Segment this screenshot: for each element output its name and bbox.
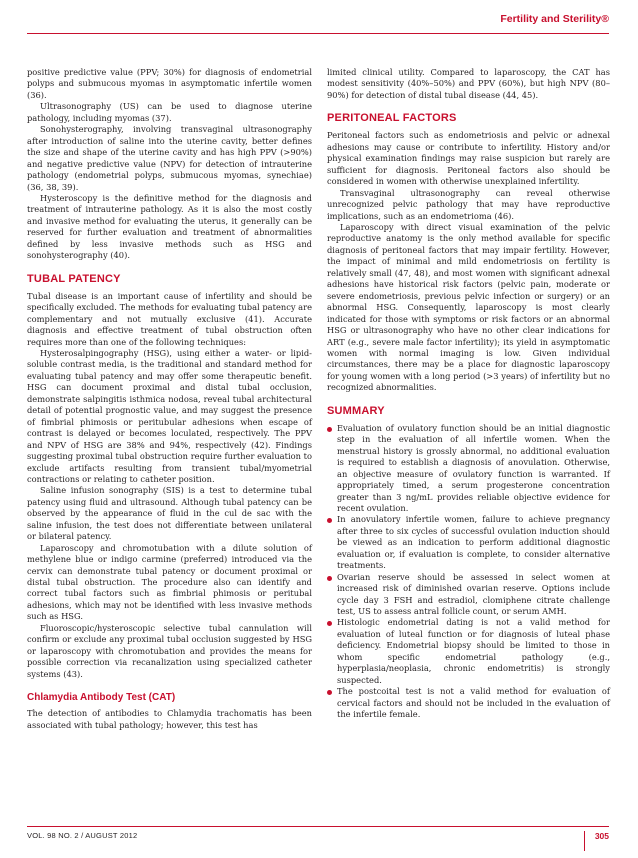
paragraph: Laparoscopy and chromotubation with a dilute solution of methylene blue or indigo carmine (preferred) introduced via the cervix can demonstrate tubal patency or document proximal or distal tubal obstruction. The procedure also can identify and correct tubal factors such as fimbrial phimosis or peritubal adhesions, which may not be identified with less invasive methods such as HSG. (27, 542, 312, 622)
bullet-icon (327, 427, 332, 432)
list-item-text: Ovarian reserve should be assessed in select women at increased risk of diminished ovarian reserve. Options include cycle day 3 FSH and estradiol, clomiphene citrate challenge test, US to assess antral follicle count, or serum AMH. (337, 571, 610, 617)
paragraph: Transvaginal ultrasonography can reveal otherwise unrecognized pelvic pathology that may have reproductive implications, such as an endometrioma (46). (327, 187, 610, 221)
bullet-icon (327, 621, 332, 626)
left-column (27, 67, 312, 731)
paragraph: Laparoscopy with direct visual examination of the pelvic reproductive anatomy is the only method available for specific diagnosis of peritoneal factors that may impair fertility. However, the impact of minimal and mild endometriosis on fertility is relatively small (47, 48), and most women with significant adnexal adhesions have historical risk factors (pelvic pain, moderate or severe endometriosis, previous pelvic infection or surgery) or an abnormal HSG. Consequently, laparoscopy is most clearly indicated for those with symptoms or risk factors or an abnormal HSG or ultrasonography who have no other clear indications for ART (e.g., severe male factor infertility); its yield in asymptomatic women with normal imaging is low. Given individual circumstances, there may be a place for diagnostic laparoscopy for young women with a long period (>3 years) of infertility but no recognized abnormalities. (327, 221, 610, 393)
bullet-icon (327, 576, 332, 581)
list-item (327, 686, 610, 720)
bullet-icon (327, 518, 332, 523)
summary-list (327, 423, 610, 721)
footer-rule (27, 826, 609, 827)
subsection-heading-chlamydia: Chlamydia Antibody Test (CAT) (27, 692, 176, 704)
header-rule (27, 33, 609, 34)
list-item (327, 514, 610, 571)
paragraph: limited clinical utility. Compared to laparoscopy, the CAT has modest sensitivity (40%–50%) and PPV (60%), but high NPV (80–90%) for detection of distal tubal disease (44, 45). (327, 67, 610, 100)
paragraph: Tubal disease is an important cause of infertility and should be specifically excluded. The methods for evaluating tubal patency are complementary and not mutually exclusive (41). Accurate diagnosis and effective treatment of tubal obstruction often requires more than one of the following techniques: (27, 290, 312, 347)
section-heading-tubal-patency: TUBAL PATENCY (27, 272, 121, 285)
paragraph: Ultrasonography (US) can be used to diagnose uterine pathology, including myomas (37). (27, 101, 312, 123)
list-item (327, 572, 610, 618)
right-column (327, 67, 610, 721)
journal-title: Fertility and Sterility® (500, 13, 609, 25)
paragraph: Hysteroscopy is the definitive method for the diagnosis and treatment of intrauterine pathology. As it is also the most costly and invasive method for evaluating the uterus, it generally can be reserved for further evaluation and treatment of abnormalities defined by less invasive methods such as HSG and sonohysterography (40). (27, 192, 312, 261)
list-item-text: Histologic endometrial dating is not a valid method for evaluation of luteal function or for diagnosis of luteal phase deficiency. Endometrial biopsy should be limited to those in whom specific endometrial pathology (e.g., hyperplasia/neoplasia, chronic endometritis) is strongly suspected. (337, 617, 610, 685)
list-item-text: In anovulatory infertile women, failure to achieve pregnancy after three to six cycles of successful ovulation induction should be viewed as an indication to perform additional diagnostic evaluation or, if evaluation is complete, to consider alternative treatments. (337, 514, 610, 571)
section-heading-summary: SUMMARY (327, 404, 385, 417)
paragraph: Hysterosalpingography (HSG), using either a water- or lipid-soluble contrast media, is the traditional and standard method for evaluating tubal patency and may offer some therapeutic benefit. HSG can document proximal and distal tubal occlusion, demonstrate salpingitis isthmica nodosa, reveal tubal architectural detail of potential prognostic value, and may suggest the presence of fimbrial phimosis or peritubular adhesions when escape of contrast is delayed or becomes loculated, respectively. The PPV and NPV of HSG are 38% and 94%, respectively (42). Findings suggesting proximal tubal obstruction require further evaluation to exclude artifacts resulting from transient tubal/myometrial contractions or relating to catheter position. (27, 347, 312, 484)
paragraph: Saline infusion sonography (SIS) is a test to determine tubal patency using fluid and ultrasound. Although tubal patency can be observed by the appearance of fluid in the cul de sac with the saline infusion, the test does not differentiate between unilateral or bilateral patency. (27, 485, 312, 542)
list-item (327, 617, 610, 686)
paragraph: Fluoroscopic/hysteroscopic selective tubal cannulation will confirm or exclude any proximal tubal occlusion suggested by HSG or laparoscopy with chromotubation and provides the means for possible correction via recanalization using specialized catheter systems (43). (27, 622, 312, 679)
paragraph: The detection of antibodies to Chlamydia trachomatis has been associated with tubal pathology; however, this test has (27, 708, 312, 730)
footer-volume: VOL. 98 NO. 2 / AUGUST 2012 (27, 831, 138, 840)
list-item (327, 423, 610, 515)
section-heading-peritoneal-factors: PERITONEAL FACTORS (327, 112, 457, 125)
page-number: 305 (584, 831, 609, 851)
paragraph: Sonohysterography, involving transvaginal ultrasonography after introduction of saline into the uterine cavity, better defines the size and shape of the uterine cavity and has high PPV (>90%) and negative predictive value (NPV) for detection of intrauterine pathology (endometrial polyps, submucous myomas, synechiae) (36, 38, 39). (27, 124, 312, 192)
bullet-icon (327, 690, 332, 695)
paragraph: Peritoneal factors such as endometriosis and pelvic or adnexal adhesions may cause or contribute to infertility. History and/or physical examination findings may raise suspicion but rarely are sufficient for diagnosis. Peritoneal factors also should be considered in women with otherwise unexplained infertility. (327, 130, 610, 187)
list-item-text: The postcoital test is not a valid method for evaluation of cervical factors and should not be included in the evaluation of the infertile female. (337, 686, 610, 720)
list-item-text: Evaluation of ovulatory function should be an initial diagnostic step in the evaluation of all infertile women. When the menstrual history is grossly abnormal, no additional evaluation is required to establish a diagnosis of anovulation. Otherwise, an objective measure of ovulatory function is warranted. If appropriately timed, a serum progesterone concentration greater than 3 ng/mL provides reliable objective evidence for recent ovulation. (337, 422, 610, 513)
paragraph: positive predictive value (PPV; 30%) for diagnosis of endometrial polyps and submucous myomas in asymptomatic infertile women (36). (27, 67, 312, 100)
